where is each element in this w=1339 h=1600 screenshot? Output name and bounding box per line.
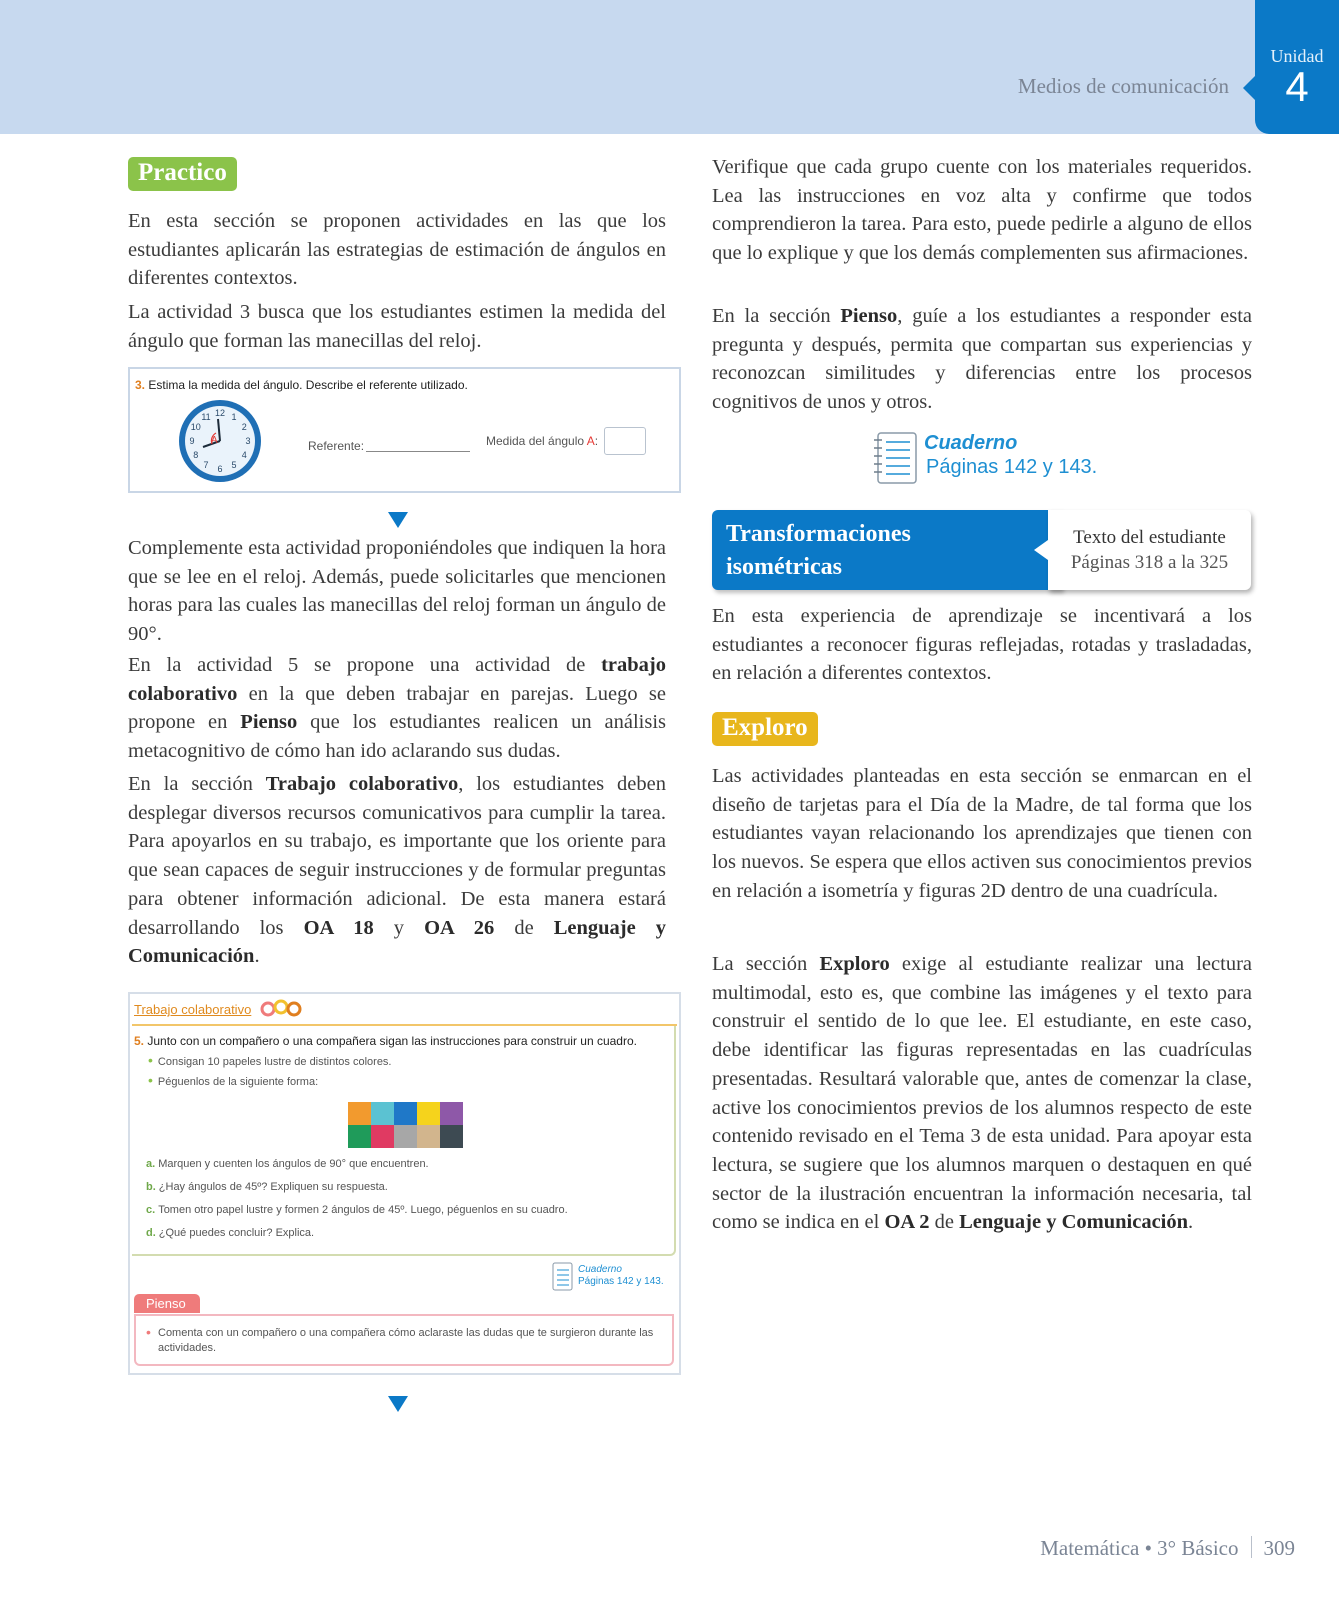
cuaderno-reference-small (550, 1262, 670, 1292)
clock-number: 12 (214, 408, 226, 418)
activity-3-text: Estima la medida del ángulo. Describe el referente utilizado. (148, 378, 468, 392)
clock-icon (177, 398, 263, 484)
paper-square (417, 1102, 440, 1125)
activity-5-number: 5. (134, 1034, 145, 1048)
paper-square (440, 1102, 463, 1125)
arrow-down-icon (388, 1396, 408, 1412)
bullet-dot-icon: • (148, 1052, 153, 1068)
right-paragraph-1: Verifique que cada grupo cuente con los materiales requeridos. Lea las instrucciones en voz alta y confirme que todos comprendieron la tarea. Para esto, puede pedirle a alguno de ellos que lo explique y que los demás complementen sus afirmaciones. (712, 156, 1252, 265)
activity-3-number: 3. (135, 378, 146, 392)
medida-text: Medida del ángulo (486, 434, 585, 448)
clock-number: 11 (201, 411, 211, 422)
right-paragraph-2: En la sección Pienso, guíe a los estudiantes a responder esta pregunta y después, permita que compartan sus experiencias y reconozcan similitudes y diferencias entre los procesos cognitivos de unos y otros. (712, 305, 1252, 414)
clock-number: 5 (231, 460, 237, 471)
left-paragraph-3: Complemente esta actividad proponiéndoles que indiquen la hora que se lee en el reloj. Además, puede solicitarles que mencionen horas para las cuales las manecillas del reloj forman un ángulo de 90°. (128, 537, 666, 646)
banner-title (726, 518, 911, 584)
exploro-tag: Exploro (712, 712, 818, 746)
practico-tag: Practico (128, 157, 237, 191)
section-title: Medios de comunicación (1017, 74, 1229, 98)
activity-5-text: Junto con un compañero o una compañera sigan las instrucciones para construir un cuadro. (147, 1034, 637, 1048)
pienso-box (134, 1314, 674, 1366)
left-paragraph-5: En la sección Trabajo colaborativo, los estudiantes deben desplegar diversos recursos comunicativos para cumplir la tarea. Para apoyarlos en su trabajo, es importante que los oriente para que sean capaces de seguir instrucciones y de formular preguntas para obtener información adicional. De esta manera estará desarrollando los OA 18 y OA 26 de Lenguaje y Comunicación. (128, 773, 667, 968)
clock-number: 7 (203, 460, 209, 471)
right-paragraph-5: La sección Exploro exige al estudiante realizar una lectura multimodal, esto es, que combine las imágenes y el texto para construir el sentido de lo que lee. El estudiante, en este caso, debe identificar las figuras representadas en las cuadrículas presentadas. Resultará valorable que, antes de comenzar la clase, active los conocimientos previos de los alumnos respecto de este contenido revisado en el Tema 3 de esta unidad. Para apoyar esta lectura, se sugiere que los alumnos marquen o destaquen en qué sector de la ilustración encuentran la información necesaria, tal como se indica en el OA 2 de Lenguaje y Comunicación. (712, 953, 1252, 1234)
cuaderno-pages-small: Páginas 142 y 143. (578, 1276, 664, 1287)
colored-paper-grid (348, 1102, 466, 1148)
right-paragraph-3: En esta experiencia de aprendizaje se incentivará a los estudiantes a reconocer figuras reflejadas, rotadas y trasladadas, en relación a diferentes contextos. (712, 605, 1252, 685)
unit-tab (1255, 0, 1339, 134)
activity-3-box (128, 367, 681, 493)
clock-number: 6 (217, 464, 223, 474)
bullet-dot-icon: • (148, 1072, 153, 1088)
left-paragraph-1: En esta sección se proponen actividades en las que los estudiantes aplicarán las estrategias de estimación de ángulos en diferentes contextos. (128, 210, 666, 290)
activity-5-item-d: d. ¿Qué puedes concluir? Explica. (146, 1227, 315, 1239)
paper-square (440, 1125, 463, 1148)
banner-ref-line1: Texto del estudiante (1073, 527, 1226, 548)
clock-number: 3 (245, 436, 251, 446)
clock-number: 1 (231, 411, 237, 422)
bullet-item: • Péguenlos de la siguiente forma: (148, 1072, 319, 1088)
collaboration-icon (260, 999, 302, 1021)
arrow-down-icon (388, 512, 408, 528)
activity-5-item-a: a. Marquen y cuenten los ángulos de 90° que encuentren. (146, 1158, 429, 1170)
activity-5-item-b: b. ¿Hay ángulos de 45º? Expliquen su respuesta. (146, 1181, 388, 1193)
cuaderno-word-small: Cuaderno (578, 1264, 622, 1275)
paper-square (417, 1125, 440, 1148)
banner-ref-line2: Páginas 318 a la 325 (1070, 552, 1229, 573)
paper-square (371, 1125, 394, 1148)
clock-angle-label: A (211, 435, 218, 446)
unit-label: Unidad (1270, 46, 1324, 66)
medida-colon: : (594, 434, 599, 448)
referente-answer-line[interactable] (366, 451, 470, 452)
unit-tab-notch (1243, 76, 1255, 100)
activity-5-box (128, 992, 681, 1375)
clock-number: 8 (193, 450, 199, 460)
medida-answer-box[interactable] (604, 427, 646, 455)
notebook-icon (550, 1262, 574, 1292)
activity-5-item-c: c. Tomen otro papel lustre y formen 2 ángulos de 45º. Luego, péguenlos en su cuadro. (146, 1204, 568, 1216)
medida-label (486, 434, 598, 448)
bullet-dot-icon: • (146, 1324, 151, 1340)
cuaderno-word: Cuaderno (924, 432, 1018, 454)
referente-label: Referente: (308, 439, 365, 453)
paper-square (348, 1125, 371, 1148)
header-band (0, 0, 1339, 134)
paper-square (348, 1102, 371, 1125)
clock-number: 2 (241, 422, 247, 432)
unit-number: 4 (1285, 63, 1309, 110)
banner-title-line2: isométricas (726, 554, 842, 580)
notebook-icon (870, 430, 920, 486)
cuaderno-pages: Páginas 142 y 143. (926, 456, 1098, 478)
activity-5-question (134, 1034, 637, 1048)
medida-letter: A (586, 434, 595, 448)
banner-title-panel (712, 510, 1062, 590)
page-number: 309 (1263, 1536, 1295, 1560)
clock-number: 4 (241, 450, 247, 460)
banner-reference-panel (1048, 510, 1251, 590)
trabajo-colaborativo-title: Trabajo colaborativo (134, 1002, 252, 1017)
clock-number: 10 (190, 422, 201, 432)
pienso-tag: Pienso (134, 1294, 200, 1313)
transformaciones-banner (712, 510, 1251, 590)
activity-3-question (135, 378, 468, 392)
banner-title-line1: Transformaciones (726, 521, 911, 547)
paper-square (394, 1125, 417, 1148)
banner-notch (1034, 540, 1048, 560)
left-paragraph-2: La actividad 3 busca que los estudiantes estimen la medida del ángulo que forman las manecillas del reloj. (128, 301, 666, 352)
left-paragraph-4: En la actividad 5 se propone una actividad de trabajo colaborativo en la que deben trabajar en parejas. Luego se propone en Pienso que los estudiantes realicen un análisis metacognitivo de cómo han ido aclarando sus dudas. (128, 654, 666, 763)
footer-divider (1251, 1536, 1252, 1558)
paper-square (371, 1102, 394, 1125)
book-title: Matemática • 3° Básico (1040, 1536, 1239, 1560)
bullet-item: • Consigan 10 papeles lustre de distintos colores. (148, 1052, 392, 1068)
paper-square (394, 1102, 417, 1125)
page-footer (1040, 1536, 1295, 1561)
right-paragraph-4: Las actividades planteadas en esta sección se enmarcan en el diseño de tarjetas para el Día de la Madre, de tal forma que los estudiantes vayan relacionando los aprendizajes que tienen con los nuevos. Se espera que ellos activen sus conocimientos previos en relación a isometría y figuras 2D dentro de una cuadrícula. (712, 765, 1252, 902)
clock-number: 9 (189, 436, 195, 446)
pienso-text: Comenta con un compañero o una compañera cómo aclaraste las dudas que te surgieron durante las actividades. (158, 1327, 654, 1354)
